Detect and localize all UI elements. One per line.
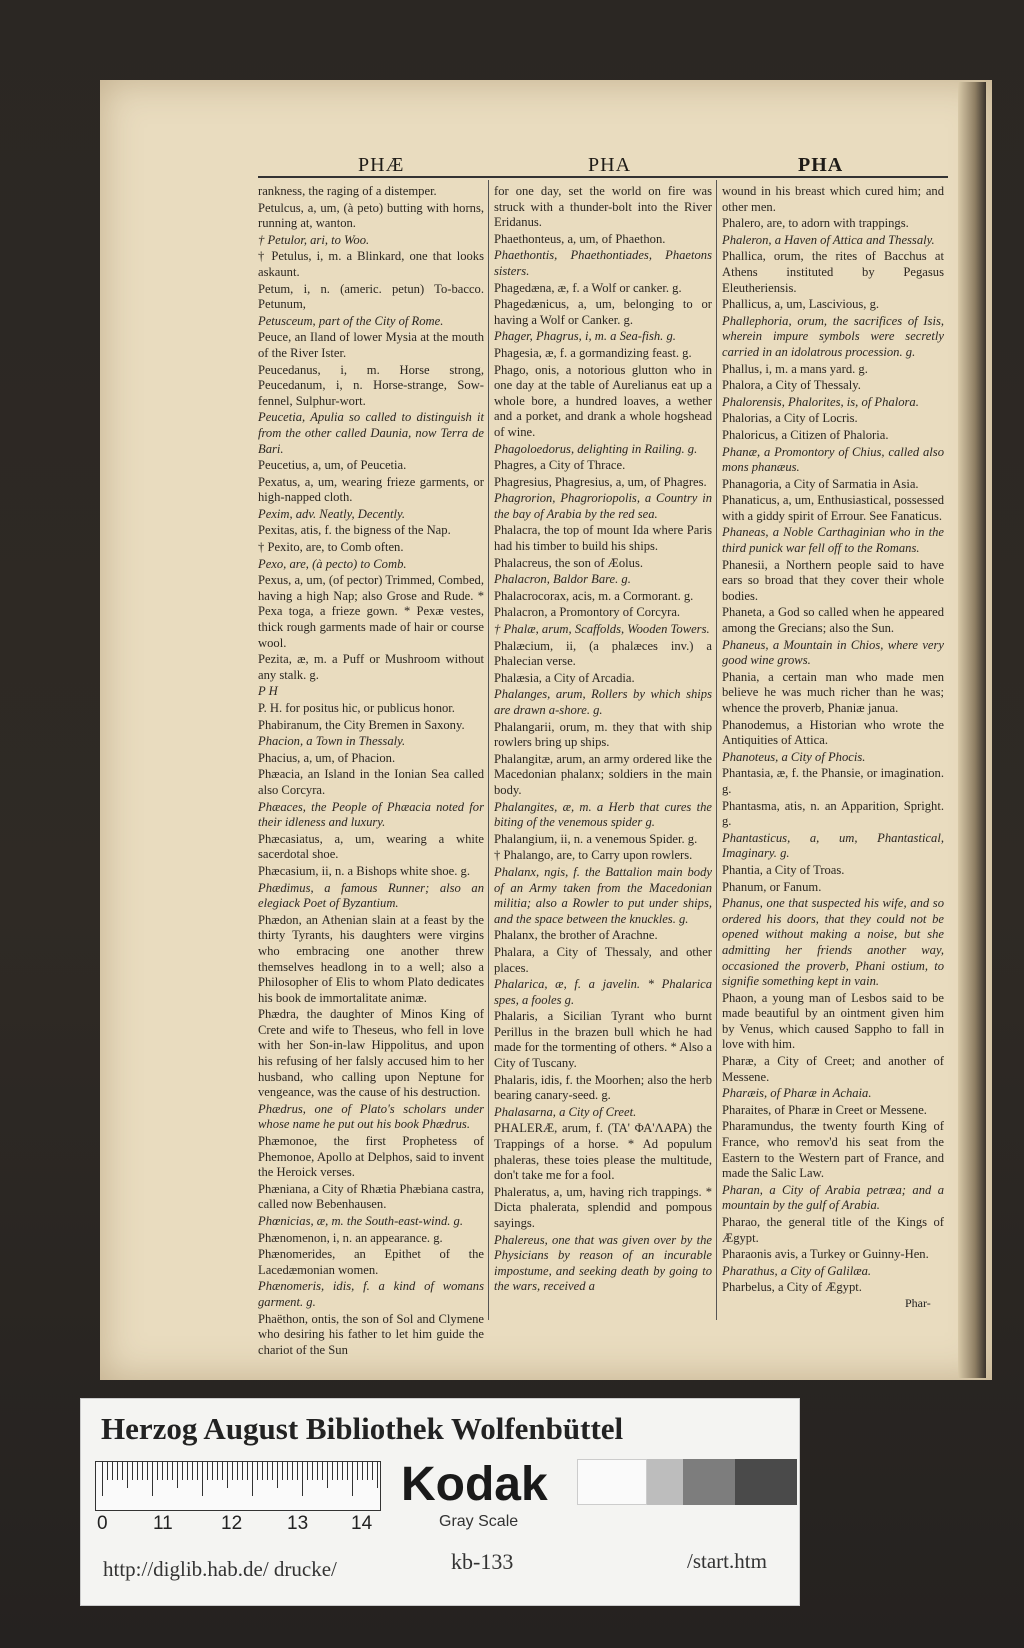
dictionary-entry: Pharaonis avis, a Turkey or Guinny-Hen. [722,1247,929,1262]
dictionary-entry: Phagesia, æ, f. a gormandizing feast. g. [494,345,692,360]
ruler-tick [262,1462,263,1480]
ruler-tick [362,1462,363,1480]
ruler-tick [207,1462,208,1480]
ruler-tick [337,1462,338,1480]
dictionary-entry: Petulcus, a, um, (à peto) butting with horns, running at, wanton. [258,200,484,231]
ruler-tick [232,1462,233,1480]
dictionary-entry: Phalero, are, to adorn with trappings. [722,216,909,231]
dictionary-column-1 [258,184,484,1357]
start-path: /start.htm [687,1549,767,1573]
ruler-tick [167,1462,168,1480]
ruler-tick [147,1462,148,1480]
ruler-tick [287,1462,288,1480]
dictionary-entry: Phania, a certain man who made men believe he was much richer than he was; whence the proverb, Phaniæ janua. [722,669,944,715]
dictionary-entry: Phanæ, a Promontory of Chius, called also mons phanæus. [722,444,944,475]
ruler-tick [137,1462,138,1480]
catchword: Phar- [905,1296,931,1310]
dictionary-entry: Phalacra, the top of mount Ida where Paris had his timber to build his ships. [494,523,712,554]
ruler-tick [342,1462,343,1480]
dictionary-entry: Phalanx, ngis, f. the Battalion main body of an Army taken from the Macedonian militia; also a Rowler to put under ships, and the space between the knuckles. g. [494,864,712,926]
ruler-tick [187,1462,188,1480]
dictionary-entry: Phacion, a Town in Thessaly. [258,734,406,749]
dictionary-entry: Phalangites, æ, m. a Herb that cures the biting of the venemous spider g. [494,799,712,830]
institution-name: Herzog August Bibliothek Wolfenbüttel [101,1411,624,1446]
dictionary-entry: Pexus, a, um, (of pector) Trimmed, Combed, having a high Nap; also Grose and Rude. * Pexa toga, a frieze gown. * Pexæ vestes, thick rough garments made of hair or course wool. [258,573,484,650]
dictionary-entry: PHALERÆ, arum, f. (ΤΑ' ΦΑ'ΛΑΡΑ) the Trappings of a horse. * Ad populum phaleras, these toies please the multitude, don't take me for a fool. [494,1121,712,1183]
dictionary-entry: Phæniana, a City of Rhætia Phæbiana castra, called now Bebenhausen. [258,1181,484,1212]
ruler-tick [312,1462,313,1480]
page-edge [958,82,986,1378]
library-url: http://diglib.hab.de/ drucke/ [103,1557,337,1581]
dictionary-entry: † Phalango, are, to Carry upon rowlers. [494,848,693,863]
ruler-tick [172,1462,173,1480]
dictionary-entry: Phanodemus, a Historian who wrote the Antiquities of Attica. [722,717,944,748]
ruler-tick [367,1462,368,1480]
dictionary-column-3 [722,184,944,1324]
dictionary-entry: Phagedæna, æ, f. a Wolf or canker. g. [494,280,682,295]
dictionary-entry: Phæaces, the People of Phæacia noted for their idleness and luxury. [258,799,484,830]
ruler-tick [277,1462,278,1488]
dictionary-entry: Pharaites, of Pharæ in Creet or Messene. [722,1102,927,1117]
dictionary-entry: Peucedanus, i, m. Horse strong, Peucedanum, i, n. Horse-strange, Sow-fennel, Sulphur-wort. [258,362,484,408]
dictionary-entry: Phagrorion, Phagroriopolis, a Country in the bay of Arabia by the red sea. [494,491,712,521]
dictionary-entry: Phalangitæ, arum, an army ordered like the Macedonian phalanx; soldiers in the main body. [494,751,712,797]
ruler-tick [142,1462,143,1480]
ruler-tick [267,1462,268,1480]
dictionary-entry: Pharan, a City of Arabia petræa; and a mountain by the gulf of Arabia. [722,1182,944,1213]
dictionary-entry: Phæcasiatus, a, um, wearing a white sacerdotal shoe. [258,831,484,862]
ruler-tick [372,1462,373,1480]
ruler-tick [352,1462,353,1496]
dictionary-entry: Phaëthon, ontis, the son of Sol and Clymene who desiring his father to let him guide the chariot of the Sun [258,1311,484,1357]
gray-patch [647,1459,683,1505]
dictionary-entry: Phalangarii, orum, m. they that with ship rowlers bring up ships. [494,719,712,750]
gray-patch [735,1459,797,1505]
ruler-tick [302,1462,303,1496]
dictionary-entry: Pharbelus, a City of Ægypt. [722,1280,862,1295]
dictionary-entry: Pharæis, of Pharæ in Achaia. [722,1086,872,1101]
dictionary-entry: Petum, i, n. (americ. petun) To-bacco. Petunum, [258,281,484,312]
ruler-tick [197,1462,198,1480]
ruler-tick [377,1462,378,1488]
dictionary-entry: Phaethonteus, a, um, of Phaethon. [494,231,666,246]
dictionary-entry: Phæcasium, ii, n. a Bishops white shoe. g. [258,863,470,878]
shelf-code: kb-133 [451,1549,514,1574]
dictionary-entry: Peucetia, Apulia so called to distinguish it from the other called Daunia, now Terra de Bari. [258,410,484,456]
ruler-tick [212,1462,213,1480]
ruler-tick [307,1462,308,1480]
dictionary-entry: Phænomenon, i, n. an appearance. g. [258,1230,443,1245]
dictionary-column-2 [494,184,712,1324]
dictionary-entry: † Phalæ, arum, Scaffolds, Wooden Towers. [494,622,710,637]
running-heads [258,154,948,178]
dictionary-entry: Phænomeris, idis, f. a kind of womans garment. g. [258,1279,484,1309]
dictionary-entry: Pharamundus, the twenty fourth King of France, who remov'd his seat from the Eastern to the Western part of France, and made the Salic Law. [722,1119,944,1181]
ruler-tick [292,1462,293,1480]
dictionary-entry: Phagres, a City of Thrace. [494,458,626,473]
dictionary-entry: Pezita, æ, m. a Puff or Mushroom without any stalk. g. [258,652,484,682]
ruler-tick [317,1462,318,1480]
dictionary-entry: Phalasarna, a City of Creet. [494,1104,637,1119]
ruler-number: 12 [221,1513,243,1534]
dictionary-entry: Phallicus, a, um, Lascivious, g. [722,297,880,312]
dictionary-entry: Phalangium, ii, n. a venemous Spider. g. [494,831,698,846]
dictionary-entry: † Petulus, i, m. a Blinkard, one that looks askaunt. [258,249,484,279]
ruler-tick [257,1462,258,1480]
dictionary-entry: Phædimus, a famous Runner; also an elegiack Poet of Byzantium. [258,880,484,911]
ruler-tick [127,1462,128,1488]
ruler-tick [152,1462,153,1496]
dictionary-entry: Phantasia, æ, f. the Phansie, or imagination. g. [722,766,944,796]
ruler-tick [112,1462,113,1480]
dictionary-entry: Phaon, a young man of Lesbos said to be made beautiful by an ointment given him by Venus, which caused Sappho to fall in love with him. [722,990,944,1052]
dictionary-entry: P H [258,684,278,699]
dictionary-entry: Phædrus, one of Plato's scholars under whose name he put out his book Phædrus. [258,1101,484,1132]
ruler-tick [247,1462,248,1480]
dictionary-entry: Phallica, orum, the rites of Bacchus at Athens instituted by Pegasus Eleutheriensis. [722,249,944,295]
dictionary-entry: Phænomerides, an Epithet of the Lacedæmonian women. [258,1247,484,1277]
running-head-right: PHA [798,154,844,176]
dictionary-entry: Phanesii, a Northern people said to have ears so broad that they cover their whole bodies. [722,557,944,603]
kodak-label [399,1459,571,1539]
dictionary-entry: Phantasticus, a, um, Phantastical, Imaginary. g. [722,830,944,861]
dictionary-entry: Phalanges, arum, Rollers by which ships are drawn a-shore. g. [494,687,712,717]
ruler-number: 13 [287,1513,309,1534]
column-rule-left [488,180,489,1320]
ruler-tick [242,1462,243,1480]
ruler-tick [202,1462,203,1496]
dictionary-entry: Phanum, or Fanum. [722,879,822,894]
ruler-tick [182,1462,183,1480]
dictionary-entry: Phallephoria, orum, the sacrifices of Isis, wherein impure symbols were secretly carried in an idolatrous procession. g. [722,313,944,359]
ruler-tick [157,1462,158,1480]
ruler-tick [227,1462,228,1488]
ruler-tick [237,1462,238,1480]
dictionary-entry: rankness, the raging of a distemper. [258,184,437,198]
ruler-tick [327,1462,328,1488]
dictionary-entry: Pharao, the general title of the Kings of Ægypt. [722,1215,944,1245]
ruler-tick [107,1462,108,1480]
ruler-tick [272,1462,273,1480]
ruler-tick [217,1462,218,1480]
dictionary-entry: Phaneus, a Mountain in Chios, where very good wine grows. [722,637,944,668]
ruler-number: 14 [351,1513,373,1534]
dictionary-entry: Phagedænicus, a, um, belonging to or having a Wolf or Canker. g. [494,297,712,327]
ruler-tick [357,1462,358,1480]
ruler-tick [177,1462,178,1488]
dictionary-entry: Phalaris, idis, f. the Moorhen; also the herb bearing canary-seed. g. [494,1072,712,1103]
dictionary-entry: Pharathus, a City of Galilæa. [722,1263,872,1278]
ruler-tick [252,1462,253,1496]
ruler-tick [122,1462,123,1480]
ruler-number: 11 [153,1513,173,1534]
dictionary-entry: Phalæsia, a City of Arcadia. [494,670,635,685]
dictionary-entry: Phalæcium, ii, (a phalæces inv.) a Phalecian verse. [494,638,712,669]
dictionary-entry: Peucetius, a, um, of Peucetia. [258,458,407,473]
dictionary-entry: Phœnicias, æ, m. the South-east-wind. g. [258,1214,463,1228]
dictionary-entry: Phagoloedorus, delighting in Railing. g. [494,441,698,456]
ruler-tick [162,1462,163,1480]
dictionary-entry: Phagresius, Phagresius, a, um, of Phagres. [494,474,707,489]
dictionary-entry: Phaloricus, a Citizen of Phaloria. [722,427,889,442]
dictionary-entry: Pexatus, a, um, wearing frieze garments, or high-napped cloth. [258,474,484,505]
ruler-number: 0 [97,1513,108,1534]
dictionary-entry: Pharæ, a City of Creet; and another of Messene. [722,1054,944,1084]
dictionary-entry: Phalanx, the brother of Arachne. [494,928,658,943]
running-head-left: PHÆ [358,154,405,176]
dictionary-entry: Phalacrocorax, acis, m. a Cormorant. g. [494,588,694,603]
ruler-tick [132,1462,133,1480]
dictionary-entry: Phantasma, atis, n. an Apparition, Spright. g. [722,798,944,829]
dictionary-entry: Phaleron, a Haven of Attica and Thessaly. [722,232,935,247]
dictionary-entry: Phallus, i, m. a mans yard. g. [722,361,868,376]
ruler-scale [95,1461,381,1511]
ruler-tick [282,1462,283,1480]
dictionary-entry: Phager, Phagrus, i, m. a Sea-fish. g. [494,329,676,344]
dictionary-entry: Pexitas, atis, f. the bigness of the Nap. [258,523,451,538]
dictionary-entry: Phalorias, a City of Locris. [722,411,858,426]
dictionary-entry: Phalara, a City of Thessaly, and other places. [494,944,712,975]
dictionary-entry: Pexim, adv. Neatly, Decently. [258,506,405,521]
ruler-tick [117,1462,118,1480]
dictionary-entry: Phalacron, a Promontory of Corcyra. [494,605,681,620]
dictionary-entry: Phaneas, a Noble Carthaginian who in the third punick war fell off to the Romans. [722,525,944,556]
dictionary-entry: Phalacron, Baldor Bare. g. [494,572,631,587]
gray-patch [577,1459,647,1505]
dictionary-entry: Phanagoria, a City of Sarmatia in Asia. [722,476,919,491]
dictionary-entry: Phanaticus, a, um, Enthusiastical, possessed with a giddy spirit of Errour. See Fanaticus. [722,493,944,523]
dictionary-entry: Phaethontis, Phaethontiades, Phaetons sisters. [494,248,712,278]
dictionary-entry: Phacius, a, um, of Phacion. [258,750,396,765]
dictionary-entry: Phanoteus, a City of Phocis. [722,749,866,764]
dictionary-entry: Peuce, an Iland of lower Mysia at the mouth of the River Ister. [258,330,484,360]
ruler-tick [102,1462,103,1496]
ruler-numbers [95,1513,395,1537]
dictionary-entry: Pexo, are, (à pecto) to Comb. [258,556,407,571]
dictionary-entry: Phabiranum, the City Bremen in Saxony. [258,717,465,732]
dictionary-entry: Phædra, the daughter of Minos King of Crete and wife to Theseus, who fell in love with her Son-in-law Hippolitus, and upon his refusing of her falsly accused him to her husband, who calling upon Neptune for vengeance, was the cause of his destruction. [258,1007,484,1100]
ruler-tick [192,1462,193,1480]
dictionary-entry: Phago, onis, a notorious glutton who in one day at the table of Aurelianus eat up a whole bore, a hundred loaves, a wether and a porket, and drank a whole hogshead of wine. [494,362,712,439]
dictionary-entry: for one day, set the world on fire was struck with a thunder-bolt into the River Eridanus. [494,184,712,230]
ruler-tick [297,1462,298,1480]
dictionary-entry: Phaleratus, a, um, having rich trappings. * Dicta phalerata, splendid and pompous sayings. [494,1184,712,1230]
gray-scale-label: Gray Scale [439,1513,519,1530]
dictionary-entry: Phalaris, a Sicilian Tyrant who burnt Perillus in the brazen bull which he had made for the tormenting of others. * Also a City of Tuscany. [494,1009,712,1071]
ruler-tick [222,1462,223,1480]
dictionary-entry: Phæmonoe, the first Prophetess of Phemonoe, Apollo at Delphos, said to invent the Heroick verses. [258,1134,484,1180]
dictionary-entry: † Pexito, are, to Comb often. [258,540,404,555]
dictionary-entry: Phædon, an Athenian slain at a feast by the thirty Tyrants, his daughters were virgins who embracing one another threw themselves headlong in to a well; also a Philosopher of Elis to whom Plato dedicates his book de immortalitate animæ. [258,912,484,1005]
column-rule-right [716,180,717,1320]
ruler-tick [332,1462,333,1480]
ruler-tick [322,1462,323,1480]
dictionary-entry: Petusceum, part of the City of Rome. [258,313,444,328]
running-head-center: PHA [588,154,632,176]
dictionary-entry: Phantia, a City of Troas. [722,862,845,877]
dictionary-entry: Phaneta, a God so called when he appeared among the Grecians; also the Sun. [722,605,944,636]
dictionary-entry: Phalereus, one that was given over by the Physicians by reason of an incurable impostume, and seeking death by going to the wars, received a [494,1232,712,1294]
dictionary-entry: Phalacreus, the son of Æolus. [494,555,644,570]
dictionary-entry: wound in his breast which cured him; and other men. [722,184,944,214]
gray-patch [683,1459,735,1505]
dictionary-entry: Phanus, one that suspected his wife, and so ordered his doors, that they could not be opened without making a noise, but she admitting her friends another way, occasioned the proverb, Phani ostium, to signifie something kept in vain. [722,896,944,989]
color-target-card [80,1398,800,1606]
dictionary-entry: P. H. for positus hic, or publicus honor. [258,701,455,715]
ruler-tick [347,1462,348,1480]
kodak-brand: Kodak [401,1458,548,1511]
dictionary-entry: Phæacia, an Island in the Ionian Sea called also Corcyra. [258,767,484,797]
dictionary-entry: Phalarica, æ, f. a javelin. * Phalarica spes, a fooles g. [494,977,712,1007]
dictionary-entry: Phalora, a City of Thessaly. [722,378,861,393]
dictionary-entry: Phalorensis, Phalorites, is, of Phalora. [722,394,919,409]
dictionary-entry: † Petulor, ari, to Woo. [258,232,370,247]
